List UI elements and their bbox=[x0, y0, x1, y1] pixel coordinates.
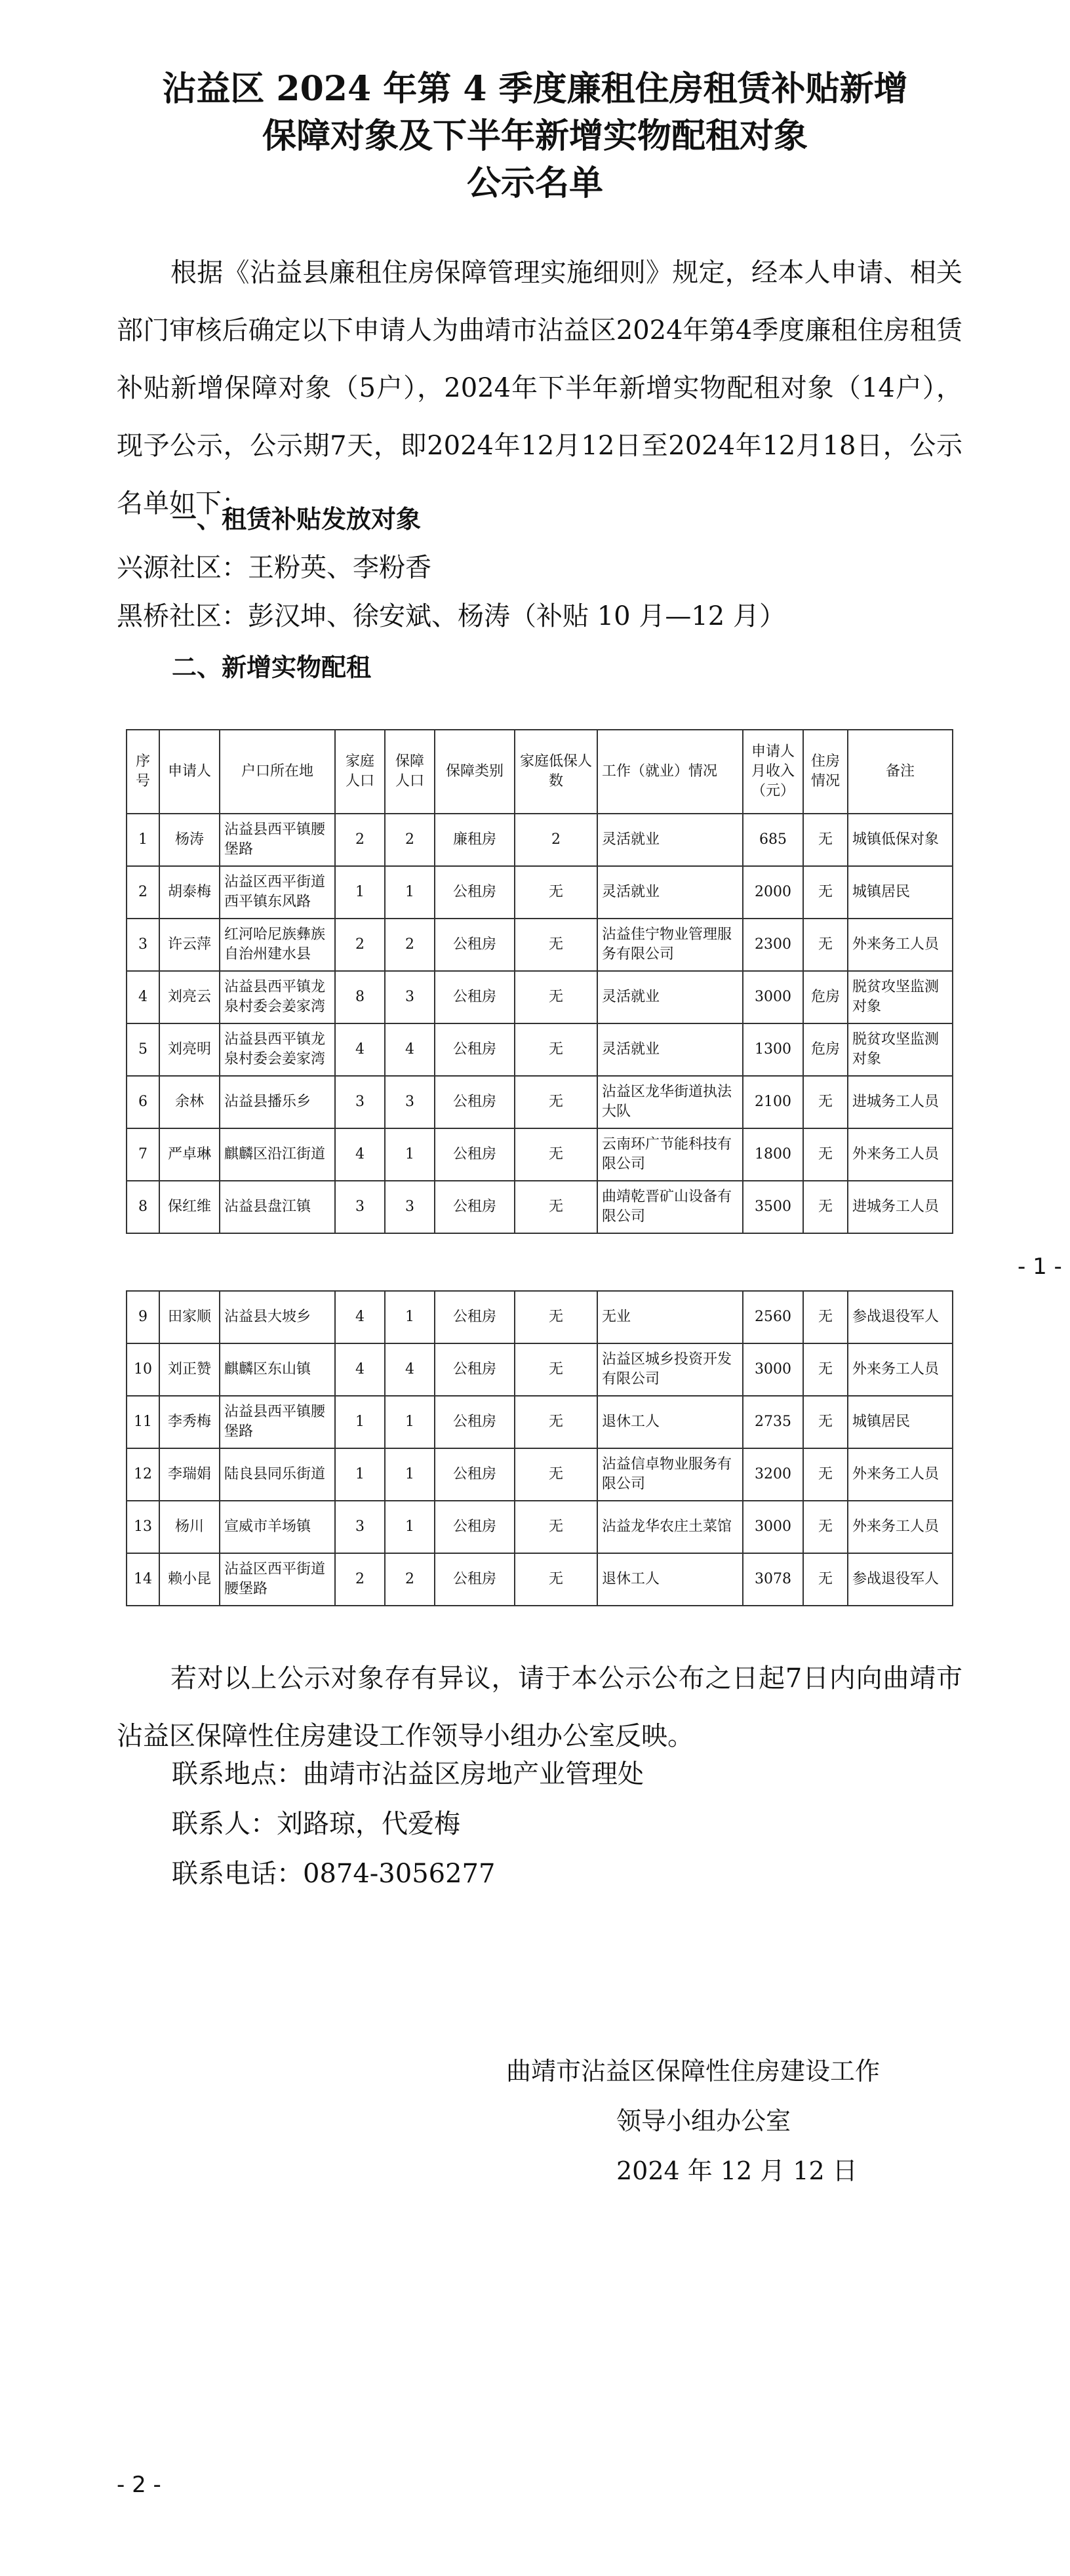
family-size-cell: 3 bbox=[335, 1076, 385, 1128]
housing-cell: 无 bbox=[803, 1181, 848, 1233]
applicant-cell: 余林 bbox=[159, 1076, 220, 1128]
category-cell: 公租房 bbox=[435, 919, 515, 971]
residence-cell: 沾益区西平街道腰堡路 bbox=[220, 1553, 335, 1606]
category-cell: 公租房 bbox=[435, 1023, 515, 1076]
family-size-cell: 4 bbox=[335, 1023, 385, 1076]
residence-cell: 沾益县盘江镇 bbox=[220, 1181, 335, 1233]
table-row bbox=[127, 1448, 953, 1501]
remarks-cell: 进城务工人员 bbox=[848, 1076, 953, 1128]
housing-cell: 无 bbox=[803, 866, 848, 919]
header-cell: 工作（就业）情况 bbox=[597, 730, 743, 814]
income-cell: 2300 bbox=[743, 919, 803, 971]
table-row bbox=[127, 1553, 953, 1606]
family-size-cell: 4 bbox=[335, 1291, 385, 1343]
residence-cell: 沾益县西平镇腰堡路 bbox=[220, 1396, 335, 1448]
housing-cell: 无 bbox=[803, 1501, 848, 1553]
category-cell: 公租房 bbox=[435, 866, 515, 919]
seq-cell: 3 bbox=[127, 919, 159, 971]
objection-paragraph: 若对以上公示对象存有异议，请于本公示公布之日起7日内向曲靖市沾益区保障性住房建设工作领导小组办公室反映。 bbox=[117, 1663, 962, 1751]
low-income-count-cell: 2 bbox=[515, 814, 597, 866]
table-row bbox=[127, 1396, 953, 1448]
employment-cell: 退休工人 bbox=[597, 1553, 743, 1606]
low-income-count-cell: 无 bbox=[515, 1501, 597, 1553]
seq-cell: 13 bbox=[127, 1501, 159, 1553]
category-cell: 公租房 bbox=[435, 1181, 515, 1233]
employment-cell: 无业 bbox=[597, 1291, 743, 1343]
section-1-line-2: 黑桥社区：彭汉坤、徐安斌、杨涛（补贴 10 月—12 月） bbox=[117, 601, 785, 631]
table-row bbox=[127, 814, 953, 866]
header-cell: 户口所在地 bbox=[220, 730, 335, 814]
residence-cell: 陆良县同乐街道 bbox=[220, 1448, 335, 1501]
income-cell: 685 bbox=[743, 814, 803, 866]
page-title bbox=[0, 66, 1070, 207]
header-cell: 家庭低保人数 bbox=[515, 730, 597, 814]
income-cell: 1800 bbox=[743, 1128, 803, 1181]
remarks-cell: 脱贫攻坚监测对象 bbox=[848, 971, 953, 1023]
category-cell: 公租房 bbox=[435, 1448, 515, 1501]
low-income-count-cell: 无 bbox=[515, 866, 597, 919]
residence-cell: 沾益县播乐乡 bbox=[220, 1076, 335, 1128]
housing-cell: 无 bbox=[803, 1076, 848, 1128]
category-cell: 廉租房 bbox=[435, 814, 515, 866]
applicant-cell: 杨川 bbox=[159, 1501, 220, 1553]
housing-cell: 无 bbox=[803, 1553, 848, 1606]
covered-size-cell: 2 bbox=[385, 1553, 435, 1606]
housing-table-page-2 bbox=[126, 1290, 953, 1606]
contact-phone: 联系电话：0874-3056277 bbox=[172, 1859, 496, 1889]
seq-cell: 10 bbox=[127, 1343, 159, 1396]
income-cell: 3078 bbox=[743, 1553, 803, 1606]
header-cell: 住房情况 bbox=[803, 730, 848, 814]
remarks-cell: 外来务工人员 bbox=[848, 1128, 953, 1181]
employment-cell: 云南环广节能科技有限公司 bbox=[597, 1128, 743, 1181]
covered-size-cell: 1 bbox=[385, 1501, 435, 1553]
housing-cell: 无 bbox=[803, 1343, 848, 1396]
seq-cell: 1 bbox=[127, 814, 159, 866]
housing-table-page-1 bbox=[126, 729, 953, 1234]
family-size-cell: 2 bbox=[335, 1553, 385, 1606]
income-cell: 3000 bbox=[743, 1343, 803, 1396]
remarks-cell: 外来务工人员 bbox=[848, 919, 953, 971]
signature-org-line-2: 领导小组办公室 bbox=[616, 2107, 791, 2135]
income-cell: 3000 bbox=[743, 1501, 803, 1553]
applicant-cell: 赖小昆 bbox=[159, 1553, 220, 1606]
section-1-line-1: 兴源社区：王粉英、李粉香 bbox=[117, 553, 431, 583]
remarks-cell: 脱贫攻坚监测对象 bbox=[848, 1023, 953, 1076]
low-income-count-cell: 无 bbox=[515, 919, 597, 971]
header-cell: 序号 bbox=[127, 730, 159, 814]
table-header-row bbox=[127, 730, 953, 814]
low-income-count-cell: 无 bbox=[515, 1396, 597, 1448]
family-size-cell: 1 bbox=[335, 866, 385, 919]
housing-cell: 无 bbox=[803, 1128, 848, 1181]
housing-cell: 无 bbox=[803, 919, 848, 971]
intro-paragraph: 根据《沾益县廉租住房保障管理实施细则》规定，经本人申请、相关部门审核后确定以下申请人为曲靖市沾益区2024年第4季度廉租住房租赁补贴新增保障对象（5户），2024年下半年新增实物配租对象（14户），现予公示，公示期7天，即2024年12月12日至2024年12月18日，公示名单如下： bbox=[117, 258, 962, 519]
category-cell: 公租房 bbox=[435, 971, 515, 1023]
header-cell: 保障类别 bbox=[435, 730, 515, 814]
table-row bbox=[127, 1128, 953, 1181]
residence-cell: 沾益县西平镇腰堡路 bbox=[220, 814, 335, 866]
covered-size-cell: 1 bbox=[385, 1128, 435, 1181]
seq-cell: 12 bbox=[127, 1448, 159, 1501]
table-row bbox=[127, 1501, 953, 1553]
low-income-count-cell: 无 bbox=[515, 1553, 597, 1606]
applicant-cell: 李秀梅 bbox=[159, 1396, 220, 1448]
income-cell: 2100 bbox=[743, 1076, 803, 1128]
category-cell: 公租房 bbox=[435, 1076, 515, 1128]
income-cell: 2735 bbox=[743, 1396, 803, 1448]
category-cell: 公租房 bbox=[435, 1396, 515, 1448]
header-cell: 申请人月收入（元） bbox=[743, 730, 803, 814]
remarks-cell: 城镇居民 bbox=[848, 866, 953, 919]
table-row bbox=[127, 1291, 953, 1343]
low-income-count-cell: 无 bbox=[515, 1023, 597, 1076]
applicant-cell: 胡泰梅 bbox=[159, 866, 220, 919]
residence-cell: 宣威市羊场镇 bbox=[220, 1501, 335, 1553]
header-cell: 保障人口 bbox=[385, 730, 435, 814]
low-income-count-cell: 无 bbox=[515, 971, 597, 1023]
employment-cell: 沾益佳宁物业管理服务有限公司 bbox=[597, 919, 743, 971]
residence-cell: 沾益县西平镇龙泉村委会姜家湾 bbox=[220, 1023, 335, 1076]
title-line-1: 沾益区 2024 年第 4 季度廉租住房租赁补贴新增 bbox=[162, 69, 908, 109]
remarks-cell: 外来务工人员 bbox=[848, 1501, 953, 1553]
applicant-cell: 许云萍 bbox=[159, 919, 220, 971]
family-size-cell: 2 bbox=[335, 919, 385, 971]
remarks-cell: 进城务工人员 bbox=[848, 1181, 953, 1233]
applicant-cell: 杨涛 bbox=[159, 814, 220, 866]
covered-size-cell: 4 bbox=[385, 1023, 435, 1076]
contact-address: 联系地点：曲靖市沾益区房地产业管理处 bbox=[172, 1759, 644, 1789]
applicant-cell: 刘正赞 bbox=[159, 1343, 220, 1396]
remarks-cell: 城镇居民 bbox=[848, 1396, 953, 1448]
title-line-2: 保障对象及下半年新增实物配租对象 bbox=[262, 116, 808, 156]
table-row bbox=[127, 1181, 953, 1233]
housing-cell: 无 bbox=[803, 814, 848, 866]
housing-cell: 危房 bbox=[803, 1023, 848, 1076]
income-cell: 3500 bbox=[743, 1181, 803, 1233]
income-cell: 1300 bbox=[743, 1023, 803, 1076]
seq-cell: 2 bbox=[127, 866, 159, 919]
residence-cell: 沾益县西平镇龙泉村委会姜家湾 bbox=[220, 971, 335, 1023]
category-cell: 公租房 bbox=[435, 1553, 515, 1606]
category-cell: 公租房 bbox=[435, 1501, 515, 1553]
covered-size-cell: 3 bbox=[385, 971, 435, 1023]
table-row bbox=[127, 1343, 953, 1396]
low-income-count-cell: 无 bbox=[515, 1291, 597, 1343]
housing-cell: 无 bbox=[803, 1448, 848, 1501]
residence-cell: 沾益区西平街道西平镇东风路 bbox=[220, 866, 335, 919]
header-cell: 家庭人口 bbox=[335, 730, 385, 814]
applicant-cell: 刘亮明 bbox=[159, 1023, 220, 1076]
employment-cell: 沾益区龙华街道执法大队 bbox=[597, 1076, 743, 1128]
covered-size-cell: 3 bbox=[385, 1076, 435, 1128]
housing-cell: 无 bbox=[803, 1396, 848, 1448]
table-row bbox=[127, 971, 953, 1023]
employment-cell: 灵活就业 bbox=[597, 971, 743, 1023]
section-2-heading: 二、新增实物配租 bbox=[172, 653, 372, 682]
family-size-cell: 1 bbox=[335, 1396, 385, 1448]
category-cell: 公租房 bbox=[435, 1343, 515, 1396]
family-size-cell: 3 bbox=[335, 1501, 385, 1553]
seq-cell: 5 bbox=[127, 1023, 159, 1076]
employment-cell: 退休工人 bbox=[597, 1396, 743, 1448]
family-size-cell: 3 bbox=[335, 1181, 385, 1233]
signature-org-line-1: 曲靖市沾益区保障性住房建设工作 bbox=[506, 2057, 881, 2086]
remarks-cell: 外来务工人员 bbox=[848, 1448, 953, 1501]
page-number-2: - 2 - bbox=[117, 2472, 161, 2498]
title-line-3: 公示名单 bbox=[466, 163, 603, 203]
section-1-heading: 一、租赁补贴发放对象 bbox=[172, 505, 422, 534]
remarks-cell: 参战退役军人 bbox=[848, 1553, 953, 1606]
income-cell: 2560 bbox=[743, 1291, 803, 1343]
employment-cell: 灵活就业 bbox=[597, 866, 743, 919]
family-size-cell: 8 bbox=[335, 971, 385, 1023]
housing-cell: 无 bbox=[803, 1291, 848, 1343]
header-cell: 备注 bbox=[848, 730, 953, 814]
remarks-cell: 外来务工人员 bbox=[848, 1343, 953, 1396]
income-cell: 3200 bbox=[743, 1448, 803, 1501]
seq-cell: 6 bbox=[127, 1076, 159, 1128]
employment-cell: 沾益区城乡投资开发有限公司 bbox=[597, 1343, 743, 1396]
income-cell: 3000 bbox=[743, 971, 803, 1023]
signature-date: 2024 年 12 月 12 日 bbox=[616, 2156, 858, 2185]
remarks-cell: 参战退役军人 bbox=[848, 1291, 953, 1343]
covered-size-cell: 1 bbox=[385, 1291, 435, 1343]
employment-cell: 灵活就业 bbox=[597, 814, 743, 866]
family-size-cell: 2 bbox=[335, 814, 385, 866]
low-income-count-cell: 无 bbox=[515, 1128, 597, 1181]
family-size-cell: 1 bbox=[335, 1448, 385, 1501]
table-row bbox=[127, 1023, 953, 1076]
covered-size-cell: 1 bbox=[385, 1396, 435, 1448]
seq-cell: 9 bbox=[127, 1291, 159, 1343]
employment-cell: 灵活就业 bbox=[597, 1023, 743, 1076]
applicant-cell: 严卓琳 bbox=[159, 1128, 220, 1181]
header-cell: 申请人 bbox=[159, 730, 220, 814]
low-income-count-cell: 无 bbox=[515, 1343, 597, 1396]
applicant-cell: 李瑞娟 bbox=[159, 1448, 220, 1501]
income-cell: 2000 bbox=[743, 866, 803, 919]
page-number-1: - 1 - bbox=[1018, 1254, 1062, 1280]
seq-cell: 4 bbox=[127, 971, 159, 1023]
residence-cell: 沾益县大坡乡 bbox=[220, 1291, 335, 1343]
remarks-cell: 城镇低保对象 bbox=[848, 814, 953, 866]
covered-size-cell: 4 bbox=[385, 1343, 435, 1396]
family-size-cell: 4 bbox=[335, 1343, 385, 1396]
low-income-count-cell: 无 bbox=[515, 1448, 597, 1501]
category-cell: 公租房 bbox=[435, 1291, 515, 1343]
table-row bbox=[127, 866, 953, 919]
contact-person: 联系人：刘路琼，代爱梅 bbox=[172, 1809, 460, 1839]
covered-size-cell: 2 bbox=[385, 814, 435, 866]
applicant-cell: 保红维 bbox=[159, 1181, 220, 1233]
seq-cell: 11 bbox=[127, 1396, 159, 1448]
residence-cell: 红河哈尼族彝族自治州建水县 bbox=[220, 919, 335, 971]
seq-cell: 8 bbox=[127, 1181, 159, 1233]
employment-cell: 曲靖乾晋矿山设备有限公司 bbox=[597, 1181, 743, 1233]
residence-cell: 麒麟区沿江街道 bbox=[220, 1128, 335, 1181]
seq-cell: 14 bbox=[127, 1553, 159, 1606]
employment-cell: 沾益龙华农庄土菜馆 bbox=[597, 1501, 743, 1553]
low-income-count-cell: 无 bbox=[515, 1181, 597, 1233]
covered-size-cell: 3 bbox=[385, 1181, 435, 1233]
applicant-cell: 刘亮云 bbox=[159, 971, 220, 1023]
housing-cell: 危房 bbox=[803, 971, 848, 1023]
table-row bbox=[127, 1076, 953, 1128]
family-size-cell: 4 bbox=[335, 1128, 385, 1181]
residence-cell: 麒麟区东山镇 bbox=[220, 1343, 335, 1396]
covered-size-cell: 1 bbox=[385, 1448, 435, 1501]
table-row bbox=[127, 919, 953, 971]
seq-cell: 7 bbox=[127, 1128, 159, 1181]
covered-size-cell: 1 bbox=[385, 866, 435, 919]
low-income-count-cell: 无 bbox=[515, 1076, 597, 1128]
applicant-cell: 田家顺 bbox=[159, 1291, 220, 1343]
category-cell: 公租房 bbox=[435, 1128, 515, 1181]
covered-size-cell: 2 bbox=[385, 919, 435, 971]
employment-cell: 沾益信卓物业服务有限公司 bbox=[597, 1448, 743, 1501]
